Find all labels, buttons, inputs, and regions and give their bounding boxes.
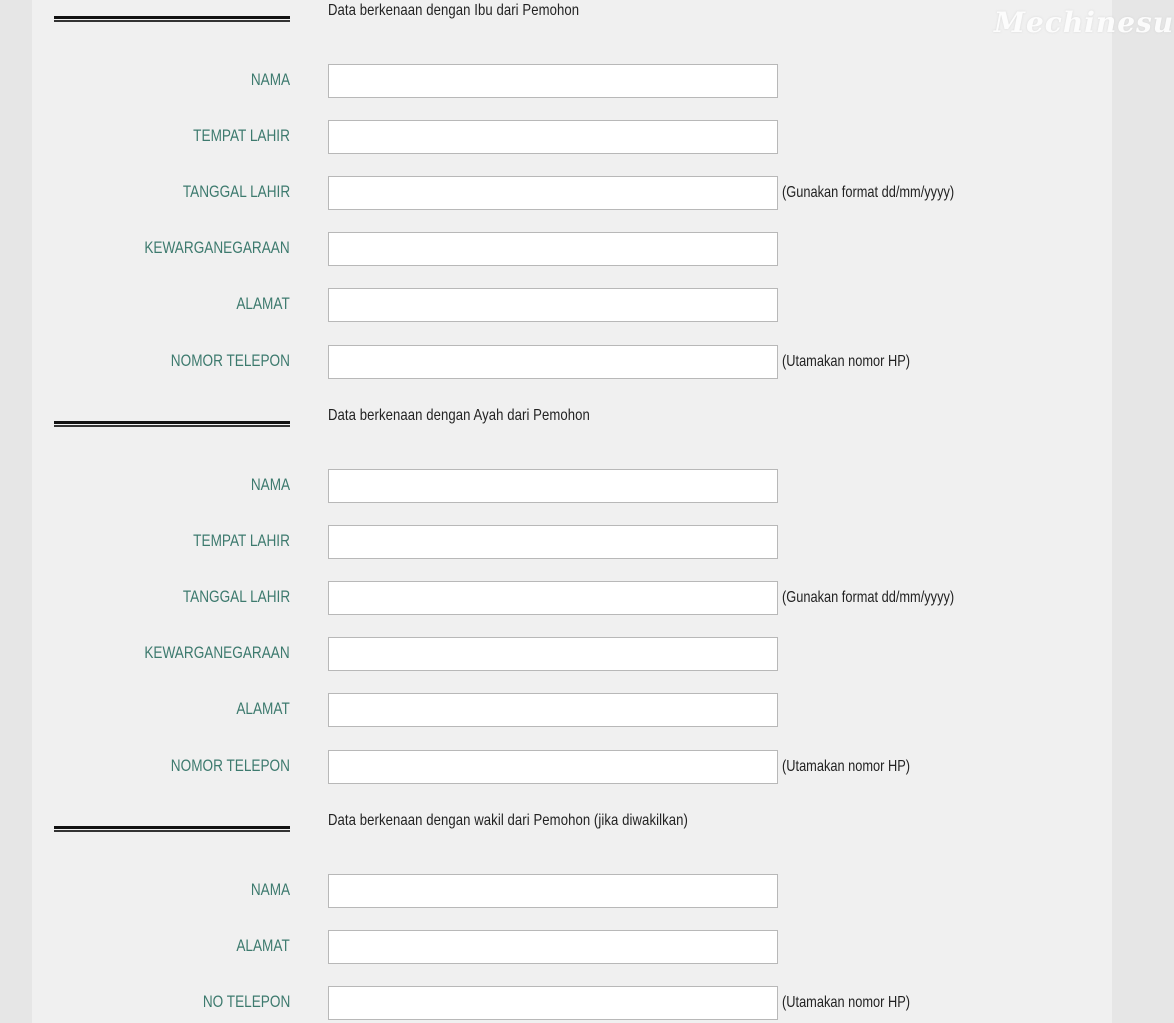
ibu-alamat-input[interactable] xyxy=(328,288,778,322)
field-label: TANGGAL LAHIR xyxy=(182,182,290,201)
ibu-kewarganegaraan-input[interactable] xyxy=(328,232,778,266)
section-divider xyxy=(54,421,290,428)
section-divider xyxy=(54,826,290,833)
field-ayah-kewarganegaraan xyxy=(32,637,1112,671)
field-ayah-nomor-telepon xyxy=(32,750,1112,784)
ayah-tanggal-lahir-input[interactable] xyxy=(328,581,778,615)
date-format-hint: (Gunakan format dd/mm/yyyy) xyxy=(782,589,955,606)
field-wakil-nama xyxy=(32,874,1112,908)
field-wakil-no-telepon xyxy=(32,986,1112,1020)
wakil-alamat-input[interactable] xyxy=(328,930,778,964)
ayah-alamat-input[interactable] xyxy=(328,693,778,727)
field-label: TANGGAL LAHIR xyxy=(182,587,290,606)
ayah-nomor-telepon-input[interactable] xyxy=(328,750,778,784)
field-ibu-tempat-lahir xyxy=(32,120,1112,154)
field-ayah-nama xyxy=(32,469,1112,503)
ayah-tempat-lahir-input[interactable] xyxy=(328,525,778,559)
field-ayah-tanggal-lahir xyxy=(32,581,1112,615)
field-ibu-alamat xyxy=(32,288,1112,322)
field-label: KEWARGANEGARAAN xyxy=(144,238,290,257)
field-wakil-alamat xyxy=(32,930,1112,964)
ayah-kewarganegaraan-input[interactable] xyxy=(328,637,778,671)
field-label: NOMOR TELEPON xyxy=(170,756,290,775)
field-label: ALAMAT xyxy=(236,699,290,718)
phone-hint: (Utamakan nomor HP) xyxy=(782,994,911,1011)
field-ibu-nomor-telepon xyxy=(32,345,1112,379)
ibu-tempat-lahir-input[interactable] xyxy=(328,120,778,154)
watermark-logo: Mechinesu xyxy=(994,6,1174,39)
field-ayah-tempat-lahir xyxy=(32,525,1112,559)
ayah-nama-input[interactable] xyxy=(328,469,778,503)
field-label: ALAMAT xyxy=(236,936,290,955)
section-divider xyxy=(54,16,290,23)
section-title: Data berkenaan dengan wakil dari Pemohon (jika diwakilkan) xyxy=(328,812,688,829)
phone-hint: (Utamakan nomor HP) xyxy=(782,353,911,370)
phone-hint: (Utamakan nomor HP) xyxy=(782,758,911,775)
form-page xyxy=(32,0,1112,1023)
wakil-nama-input[interactable] xyxy=(328,874,778,908)
ibu-tanggal-lahir-input[interactable] xyxy=(328,176,778,210)
field-ibu-nama xyxy=(32,64,1112,98)
section-title: Data berkenaan dengan Ibu dari Pemohon xyxy=(328,2,580,19)
ibu-nomor-telepon-input[interactable] xyxy=(328,345,778,379)
field-label: NAMA xyxy=(250,880,290,899)
ibu-nama-input[interactable] xyxy=(328,64,778,98)
field-ayah-alamat xyxy=(32,693,1112,727)
field-label: ALAMAT xyxy=(236,294,290,313)
field-label: TEMPAT LAHIR xyxy=(193,126,290,145)
field-ibu-kewarganegaraan xyxy=(32,232,1112,266)
field-label: NAMA xyxy=(250,70,290,89)
wakil-no-telepon-input[interactable] xyxy=(328,986,778,1020)
field-ibu-tanggal-lahir xyxy=(32,176,1112,210)
date-format-hint: (Gunakan format dd/mm/yyyy) xyxy=(782,184,955,201)
field-label: NAMA xyxy=(250,475,290,494)
field-label: KEWARGANEGARAAN xyxy=(144,643,290,662)
section-title: Data berkenaan dengan Ayah dari Pemohon xyxy=(328,407,590,424)
field-label: TEMPAT LAHIR xyxy=(193,531,290,550)
field-label: NOMOR TELEPON xyxy=(170,351,290,370)
field-label: NO TELEPON xyxy=(202,992,290,1011)
